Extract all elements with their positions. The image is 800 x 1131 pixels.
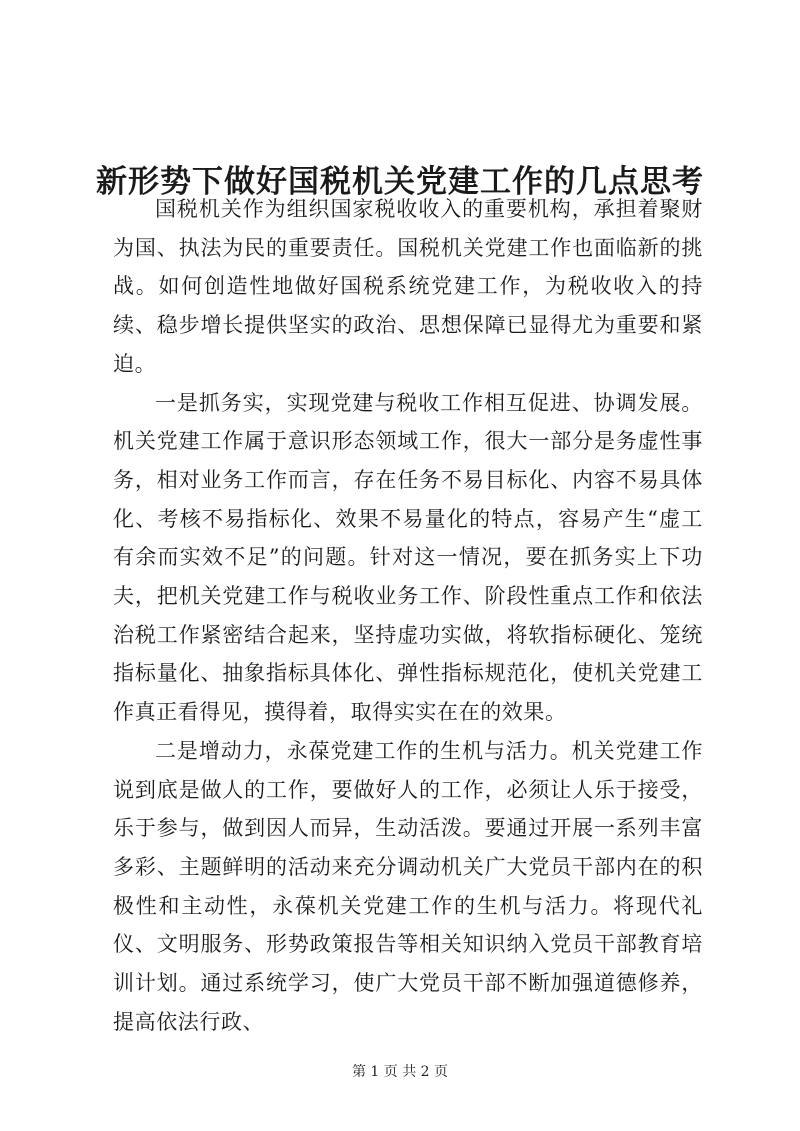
document-title: 新形势下做好国税机关党建工作的几点思考 xyxy=(96,163,704,200)
document-body xyxy=(113,190,703,1041)
page-number-footer: 第 1 页 共 2 页 xyxy=(351,1064,449,1080)
paragraph-point-two: 二是增动力，永葆党建工作的生机与活力。机关党建工作说到底是做人的工作，要做好人的工作，必须让人乐于接受，乐于参与，做到因人而异，生动活泼。要通过开展一系列丰富多彩、主题鲜明的活动来充分调动机关广大党员干部内在的积极性和主动性，永葆机关党建工作的生机与活力。将现代礼仪、文明服务、形势政策报告等相关知识纳入党员干部教育培训计划。通过系统学习，使广大党员干部不断加强道德修养，提高依法行政、 xyxy=(113,738,703,1034)
paragraph-point-one: 一是抓务实，实现党建与税收工作相互促进、协调发展。机关党建工作属于意识形态领域工作，很大一部分是务虚性事务，相对业务工作而言，存在任务不易目标化、内容不易具体化、考核不易指标化、效果不易量化的特点，容易产生“虚工有余而实效不足”的问题。针对这一情况，要在抓务实上下功夫，把机关党建工作与税收业务工作、阶段性重点工作和依法治税工作紧密结合起来，坚持虚功实做，将软指标硬化、笼统指标量化、抽象指标具体化、弹性指标规范化，使机关党建工作真正看得见，摸得着，取得实实在在的效果。 xyxy=(113,390,703,725)
paragraph-intro: 国税机关作为组织国家税收收入的重要机构，承担着聚财为国、执法为民的重要责任。国税机关党建工作也面临新的挑战。如何创造性地做好国税系统党建工作，为税收收入的持续、稳步增长提供坚实的政治、思想保障已显得尤为重要和紧迫。 xyxy=(113,197,703,376)
